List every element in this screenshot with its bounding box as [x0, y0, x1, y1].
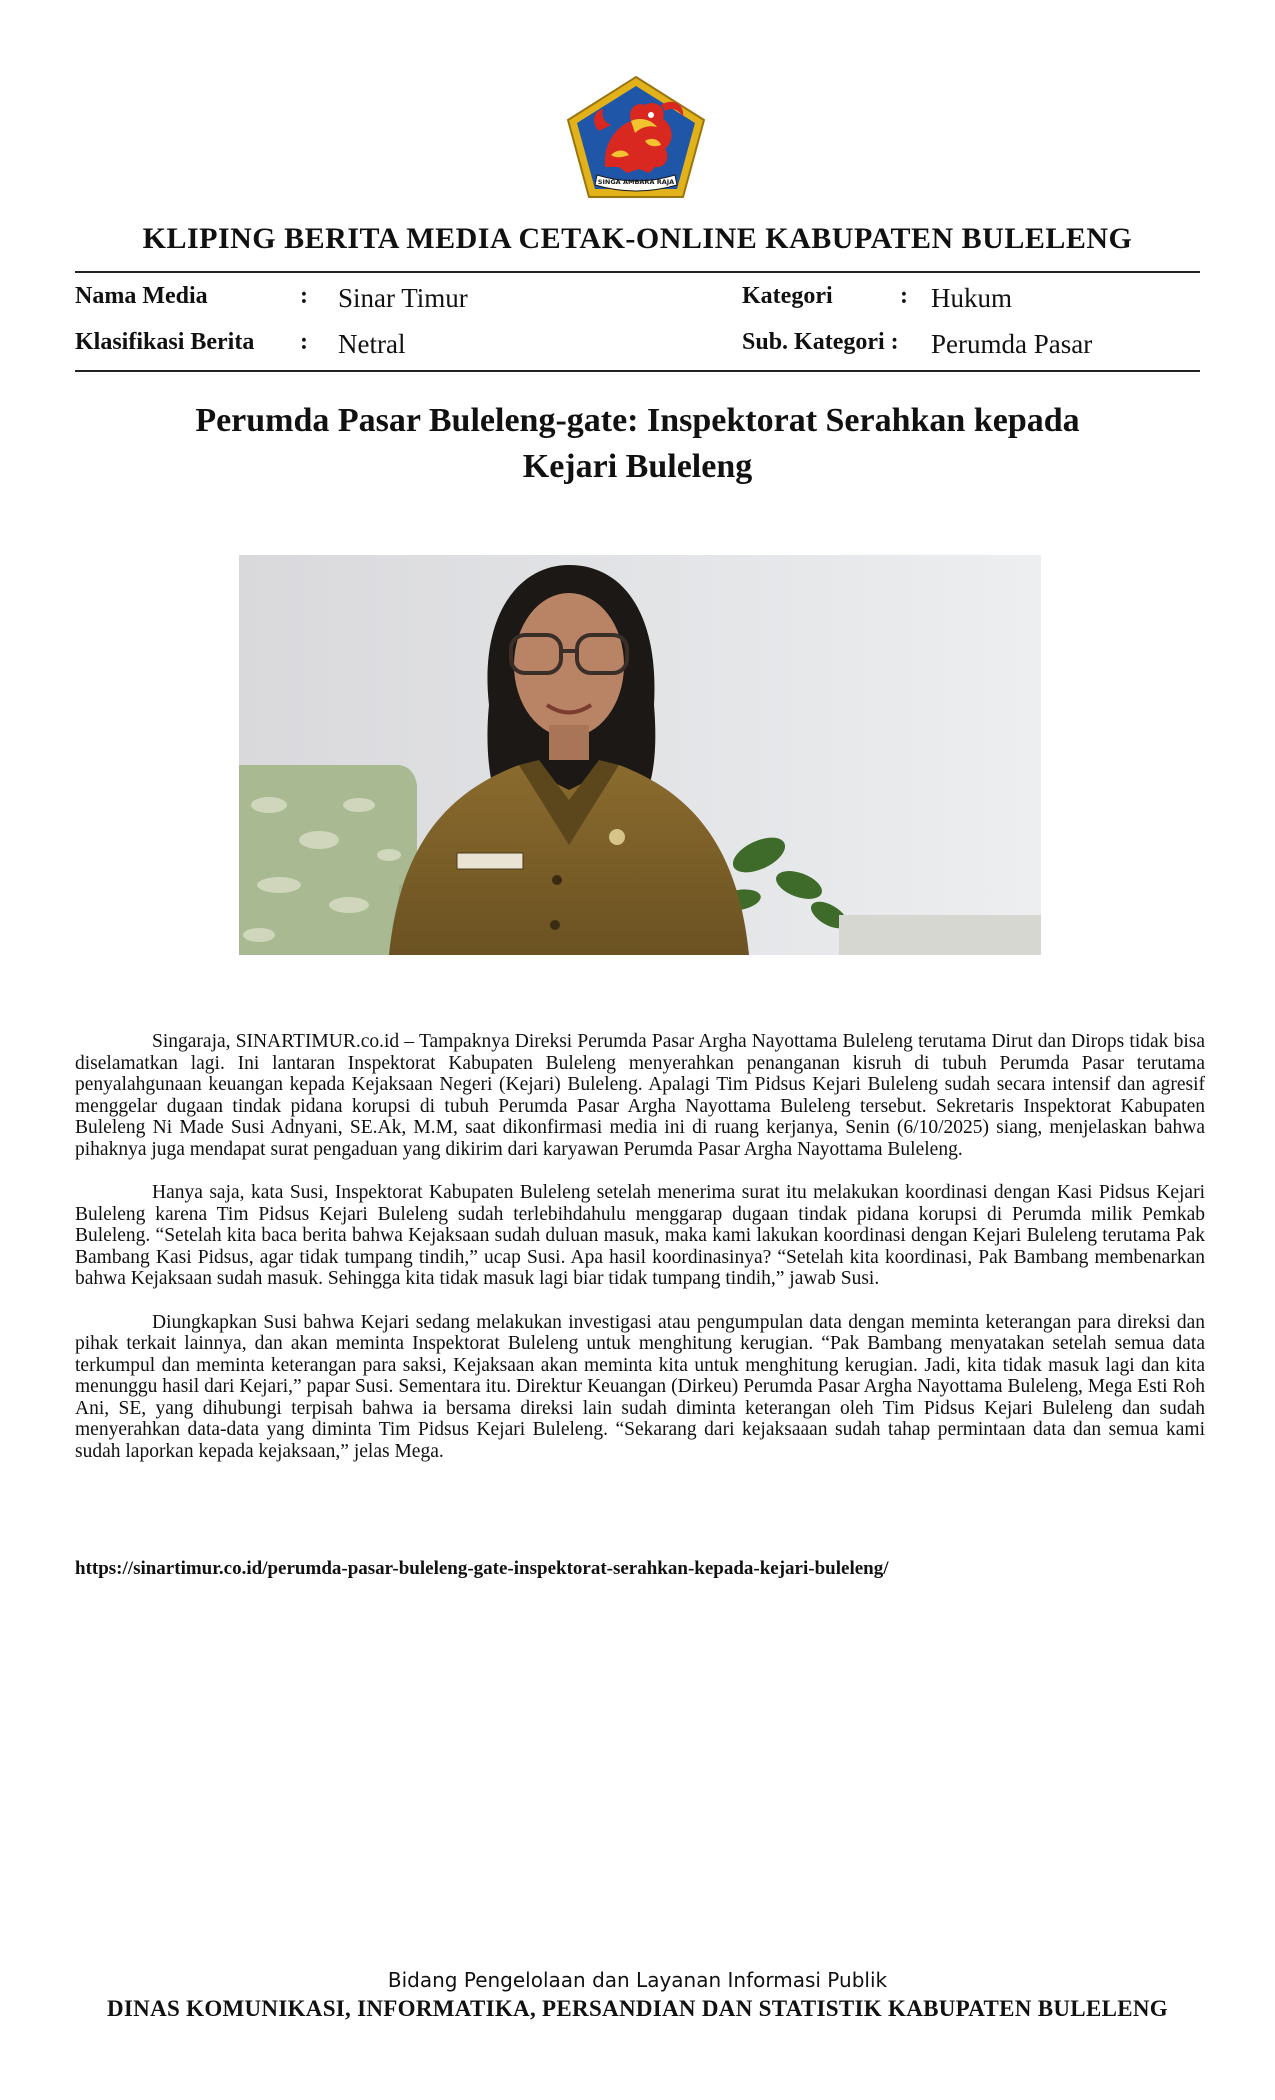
- header-divider-top: [75, 271, 1200, 273]
- article-body: [75, 1031, 1205, 1484]
- footer-department: Bidang Pengelolaan dan Layanan Informasi Publik: [387, 1968, 888, 1992]
- kategori-value: Hukum: [931, 283, 1012, 313]
- article-title: [150, 398, 1125, 490]
- article-paragraph: Hanya saja, kata Susi, Inspektorat Kabupaten Buleleng setelah menerima surat itu melakukan koordinasi dengan Kasi Pidsus Kejari Buleleng karena Tim Pidsus Kejari Buleleng sudah terlebihdahulu menggarap dugaan tindak pidana korupsi di Perumda milik Pemkab Buleleng. “Setelah kita baca berita bahwa Kejaksaan sudah duluan masuk, maka kami lakukan koordinasi dengan Kejari Buleleng terutama Pak Bambang Kasi Pidsus, agar tidak tumpang tindih,” ucap Susi. Apa hasil koordinasinya? “Setelah kita koordinasi, Pak Bambang membenarkan bahwa Kejaksaan sudah masuk. Sehingga kita tidak masuk lagi biar tidak tumpang tindih,” jawab Susi.: [75, 1182, 1205, 1289]
- buleleng-regency-emblem-icon: [565, 75, 707, 199]
- news-photo-official-portrait: [239, 555, 1041, 955]
- kategori-label: Kategori: [742, 283, 833, 309]
- footer-agency: DINAS KOMUNIKASI, INFORMATIKA, PERSANDIAN DAN STATISTIK KABUPATEN BULELENG: [107, 1996, 1168, 2021]
- clipping-header-title: KLIPING BERITA MEDIA CETAK-ONLINE KABUPATEN BULELENG: [142, 222, 1133, 255]
- nama-media-value: Sinar Timur: [338, 283, 468, 313]
- buleleng-emblem-logo: [565, 75, 707, 199]
- emblem-motto: SINGA AMBARA RAJA: [597, 178, 675, 186]
- sub-kategori-label: Sub. Kategori :: [742, 329, 899, 355]
- article-paragraph: Singaraja, SINARTIMUR.co.id – Tampaknya Direksi Perumda Pasar Argha Nayottama Buleleng terutama Dirut dan Dirops tidak bisa diselamatkan lagi. Ini lantaran Inspektorat Kabupaten Buleleng menyerahkan penanganan kisruh di tubuh Perumda Pasar terutama penyalahgunaan keuangan kepada Kejaksaan Negeri (Kejari) Buleleng. Apalagi Tim Pidsus Kejari Buleleng sudah secara intensif dan agresif menggelar dugaan tindak pidana korupsi di tubuh Perumda Pasar Argha Nayottama Buleleng tersebut. Sekretaris Inspektorat Kabupaten Buleleng Ni Made Susi Adnyani, SE.Ak, M.M, saat dikonfirmasi media ini di ruang kerjanya, Senin (6/10/2025) siang, menjelaskan bahwa pihaknya juga mendapat surat pengaduan yang dikirim dari karyawan Perumda Pasar Argha Nayottama Buleleng.: [75, 1031, 1205, 1160]
- klasifikasi-value: Netral: [338, 329, 406, 359]
- nama-media-colon: :: [300, 283, 308, 309]
- header-divider-bottom: [75, 370, 1200, 372]
- article-paragraph: Diungkapkan Susi bahwa Kejari sedang melakukan investigasi atau pengumpulan data dengan meminta keterangan para direksi dan pihak terkait lainnya, dan akan meminta Inspektorat Buleleng untuk menghitung kerugian. “Pak Bambang menyatakan setelah semua data terkumpul dan meminta keterangan para saksi, Kejaksaan akan meminta kita untuk menghitung kerugian. Jadi, kita tidak masuk lagi dan kita menunggu hasil dari Kejari,” papar Susi. Sementara itu. Direktur Keuangan (Dirkeu) Perumda Pasar Argha Nayottama Buleleng, Mega Esti Roh Ani, SE, yang dihubungi terpisah bahwa ia bersama direksi lain sudah diminta keterangan oleh Tim Pidsus Kejari Buleleng dan sudah menyerahkan data-data yang diminta Tim Pidsus Kejari Buleleng. “Sekarang dari kejaksaaan sudah tahap permintaan data dan semua kami sudah laporkan kepada kejaksaan,” jelas Mega.: [75, 1311, 1205, 1462]
- article-title-line-2: Kejari Buleleng: [522, 448, 753, 485]
- article-title-line-1: Perumda Pasar Buleleng-gate: Inspektorat Serahkan kepada: [195, 402, 1080, 439]
- source-url-link[interactable]: https://sinartimur.co.id/perumda-pasar-buleleng-gate-inspektorat-serahkan-kepada-kejari-buleleng/: [75, 1558, 889, 1579]
- klasifikasi-label: Klasifikasi Berita: [75, 329, 255, 355]
- klasifikasi-colon: :: [300, 329, 308, 355]
- sub-kategori-value: Perumda Pasar: [931, 329, 1093, 359]
- nama-media-label: Nama Media: [75, 283, 208, 309]
- kategori-colon: :: [900, 283, 908, 309]
- article-photo: [239, 555, 1041, 955]
